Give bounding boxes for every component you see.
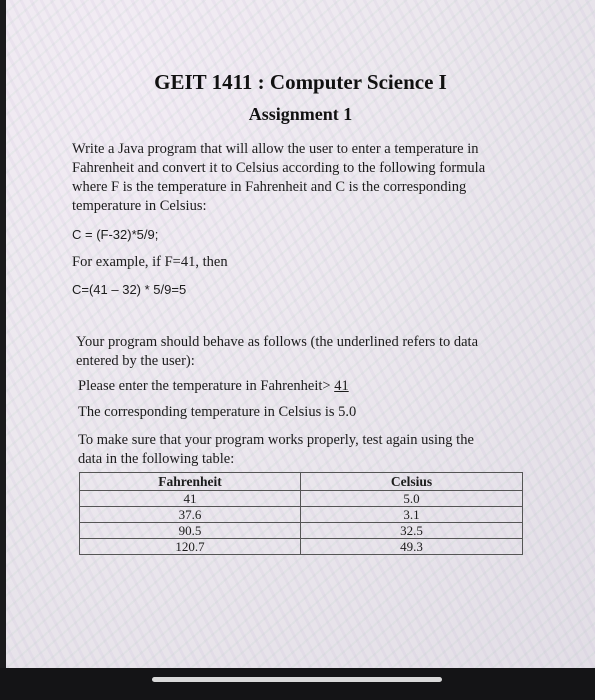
table-row bbox=[80, 507, 523, 523]
fahrenheit-cell: 41 bbox=[80, 491, 301, 507]
sample-prompt bbox=[78, 377, 349, 396]
intro-line: Write a Java program that will allow the user to enter a temperature in bbox=[72, 141, 479, 157]
test-paragraph bbox=[78, 431, 518, 469]
intro-line: where F is the temperature in Fahrenheit and C is the corresponding bbox=[72, 179, 467, 195]
celsius-cell: 32.5 bbox=[301, 523, 523, 539]
bottom-bezel bbox=[0, 668, 595, 700]
table-row bbox=[80, 523, 523, 539]
celsius-cell: 3.1 bbox=[301, 507, 523, 523]
behavior-line: entered by the user): bbox=[76, 353, 195, 369]
page-title: GEIT 1411 : Computer Science I bbox=[154, 70, 447, 94]
intro-line: temperature in Celsius: bbox=[72, 198, 207, 214]
intro-paragraph bbox=[72, 140, 532, 216]
behavior-paragraph bbox=[76, 333, 516, 371]
table-row bbox=[80, 491, 523, 507]
table-row bbox=[80, 539, 523, 555]
fahrenheit-cell: 90.5 bbox=[80, 523, 301, 539]
test-line: data in the following table: bbox=[78, 451, 235, 467]
behavior-line: Your program should behave as follows (the underlined refers to data bbox=[76, 334, 479, 350]
celsius-cell: 49.3 bbox=[301, 539, 523, 555]
test-data-table bbox=[79, 472, 523, 555]
user-input-value: 41 bbox=[334, 378, 349, 394]
fahrenheit-cell: 37.6 bbox=[80, 507, 301, 523]
assignment-heading: Assignment 1 bbox=[248, 104, 353, 124]
header-fahrenheit: Fahrenheit bbox=[80, 473, 301, 491]
celsius-cell: 5.0 bbox=[301, 491, 523, 507]
home-indicator[interactable] bbox=[152, 677, 442, 682]
document-page bbox=[6, 0, 595, 668]
table-header-row bbox=[80, 473, 523, 491]
formula-text: C = (F-32)*5/9; bbox=[72, 227, 159, 242]
example-text: For example, if F=41, then bbox=[72, 254, 228, 270]
header-celsius: Celsius bbox=[301, 473, 523, 491]
prompt-text: Please enter the temperature in Fahrenheit> bbox=[78, 378, 331, 394]
sample-result: The corresponding temperature in Celsius is 5.0 bbox=[78, 404, 357, 420]
test-line: To make sure that your program works properly, test again using the bbox=[78, 432, 474, 448]
intro-line: Fahrenheit and convert it to Celsius according to the following formula bbox=[72, 160, 486, 176]
calculation-text: C=(41 – 32) * 5/9=5 bbox=[72, 282, 187, 297]
fahrenheit-cell: 120.7 bbox=[80, 539, 301, 555]
